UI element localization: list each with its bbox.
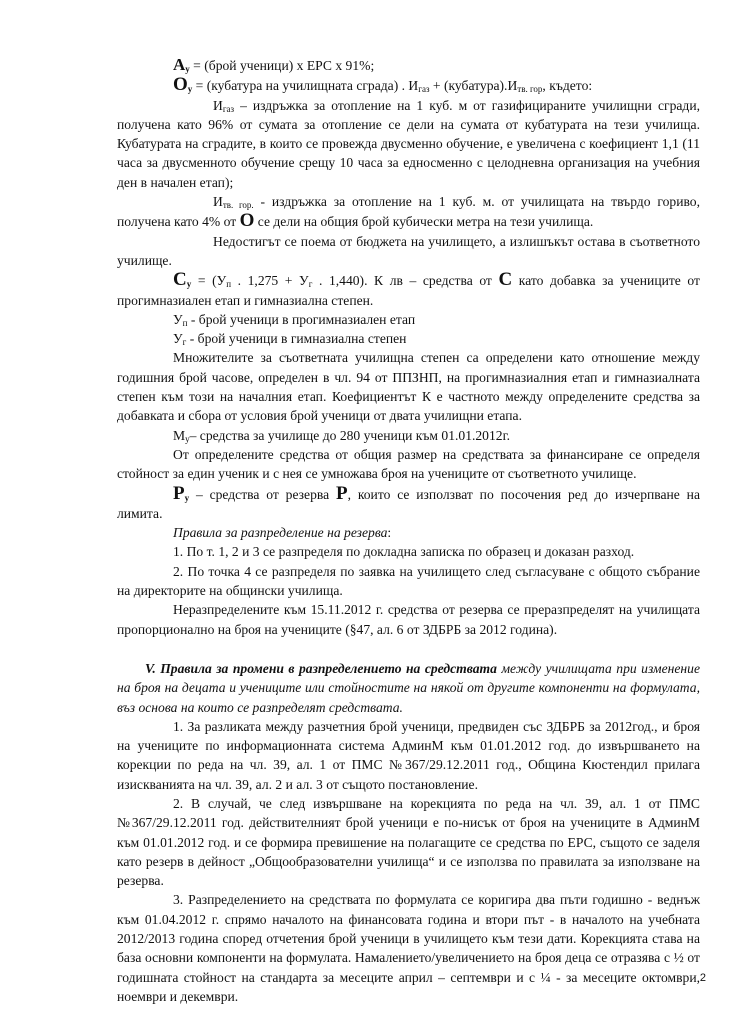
reserve-rules-heading xyxy=(117,523,700,542)
page-number: 2 xyxy=(699,972,706,984)
term-symbol: И xyxy=(213,97,223,113)
formula-text: = (брой ученици) х ЕРС х 91%; xyxy=(189,58,375,73)
formula-text: , където: xyxy=(542,78,593,94)
section-spacer xyxy=(117,639,700,659)
definition-text: – средства за училище до 280 ученици към 01.01.2012г. xyxy=(189,427,511,443)
formula-text: . 1,440). К лв – средства от xyxy=(312,273,499,289)
term-symbol: У xyxy=(173,311,183,327)
formula-text: . 1,275 + У xyxy=(231,273,309,289)
formula-symbol: С xyxy=(173,269,187,291)
formula-symbol: Р xyxy=(173,482,185,504)
paragraph-text: се дели на общия брой кубически метра на тези училища. xyxy=(254,214,594,230)
term-subscript: у xyxy=(185,433,190,444)
formula-text: – средства от резерва xyxy=(189,486,336,502)
formula-oy xyxy=(117,75,700,95)
section-v-subtitle: между училищата при изменение на броя на децата и учениците или стойностите на някой от другите компоненти на формулата, въз основа на които се разпределят средствата. xyxy=(117,660,700,715)
term-subscript: газ xyxy=(222,103,235,114)
definition-text: - брой ученици в прогимназиален етап xyxy=(187,311,416,327)
formula-symbol: О xyxy=(173,74,188,96)
paragraph-text: – издръжка за отопление на 1 куб. м от газифицираните училищни сгради, получена като 96% от сумата за отопление се дели на сумата от кубатурата на тези училища. Кубатурата на сградите, в които се провежда двусменно обучение, е увеличена с коефициент 1,1 (11 часа за двусменното обучение срещу 10 часа за едносменно с целодневна организация на учебния ден в начален етап); xyxy=(117,97,700,190)
formula-subscript: газ xyxy=(418,84,430,95)
paragraph-solid-fuel xyxy=(117,192,700,232)
section-v-item-1: 1. За разликата между разчетния брой ученици, предвиден със ЗДБРБ за 2012год., и броя на учениците по информационната система АдминМ към 01.01.2012 год. до извършването на корекции по реда на чл. 39, ал. 1 от ПМС №367/29.12.2011 год., Община Кюстендил прилага изискванията на чл. 39, ал. 2 и ал. 3 от същото постановление. xyxy=(117,718,700,792)
section-v-title: V. Правила за промени в разпределението на средствата xyxy=(145,660,497,676)
term-subscript: п xyxy=(182,317,188,328)
definition-ug xyxy=(117,329,700,348)
reserve-rule-3: Неразпределените към 15.11.2012 г. средства от резерва се преразпределят на училищата пропорционално на броя на учениците (§47, ал. 6 от ЗДБРБ за 2012 година). xyxy=(117,602,700,637)
formula-ay xyxy=(117,55,700,75)
definition-my xyxy=(117,426,700,445)
formula-symbol: А xyxy=(173,55,186,74)
term-subscript: тв. гор. xyxy=(222,200,254,211)
formula-text: , които се използват по посочения ред до изчерпване на лимита. xyxy=(117,486,700,521)
formula-symbol: С xyxy=(498,269,513,291)
paragraph-gas-heating xyxy=(117,96,700,192)
paragraph-determined: От определените средства от общия размер на средствата за финансиране се определя стойност за един ученик и с нея се умножава броя на учениците от съответното училище. xyxy=(117,446,700,482)
term-symbol: У xyxy=(173,331,183,347)
formula-subscript: тв. гор xyxy=(517,84,543,95)
formula-subscript: у xyxy=(187,84,193,95)
term-subscript: г xyxy=(182,337,187,348)
formula-subscript: у xyxy=(184,492,190,503)
reserve-rule-1: 1. По т. 1, 2 и 3 се разпределя по докладна записка по образец и доказан разход. xyxy=(173,544,635,560)
formula-symbol: О xyxy=(239,210,255,232)
reserve-rules-colon: : xyxy=(387,525,392,541)
reserve-rules-title: Правила за разпределение на резерва xyxy=(173,525,388,541)
formula-py xyxy=(117,484,700,524)
reserve-rule-2: 2. По точка 4 се разпределя по заявка на училището след съгласуване с общото събрание на директорите на общински училища. xyxy=(117,563,700,599)
formula-text: като добавка за учениците от прогимназиален етап и гимназиална степен. xyxy=(117,273,700,308)
definition-text: - брой ученици в гимназиална степен xyxy=(186,331,407,347)
formula-cy xyxy=(117,270,700,310)
definition-up xyxy=(117,310,700,329)
paragraph-text: - издръжка за отопление на 1 куб. м. от училищата на твърдо гориво, получена като 4% от xyxy=(117,194,700,230)
term-symbol: И xyxy=(213,194,223,210)
section-v-item-2: 2. В случай, че след извършване на корекцията по реда на чл. 39, ал. 1 от ПМС №367/29.12.2011 год. действителният брой ученици е по-нисък от броя на учениците в АдминМ към 01.01.2012 год. и се формира превишение на полагащите се средства по ЕРС, същото се заделя като резерв в дейност „Общообразователни училища“ и се използва по правилата за използване на резерва. xyxy=(117,795,700,889)
formula-subscript: у xyxy=(186,279,192,290)
formula-text: = (кубатура на училищната сграда) . И xyxy=(192,78,419,94)
paragraph-multipliers: Множителите за съответната училищна степен са определени като отношение между годишния брой часове, определен в чл. 94 от ППЗНП, на прогимназиалния етап и гимназиалната степен към този на началния етап. Коефициентът К е частното между определените средства за добавката и сбора от условия брой ученици от двата училищни етапа. xyxy=(117,350,700,424)
formula-subscript: у xyxy=(185,64,190,74)
document-body xyxy=(117,55,700,1006)
formula-text: + (кубатура).И xyxy=(429,78,518,94)
paragraph-deficit: Недостигът се поема от бюджета на училището, а излишъкът остава в съответното училище. xyxy=(117,233,700,268)
formula-text: = (У xyxy=(191,273,227,289)
section-v-heading xyxy=(117,659,700,717)
section-v-item-3: 3. Разпределението на средствата по формулата се коригира два пъти годишно - веднъж към 01.04.2012 г. спрямо началото на финансовата година и втори път - в началото на учебната 2012/2013 година според отчетения брой ученици в училището към тези дати. Корекцията става на база основни компоненти на формулата. Намалението/увеличението на броя деца се отразява с ½ от годишната стойност на стандарта за месеците април – септември и с ¼ - за месеците октомври, ноември и декември. xyxy=(117,892,700,1004)
term-symbol: М xyxy=(173,427,186,443)
formula-symbol: Р xyxy=(335,482,348,504)
formula-subscript: п xyxy=(226,279,232,290)
formula-subscript: г xyxy=(308,279,313,290)
